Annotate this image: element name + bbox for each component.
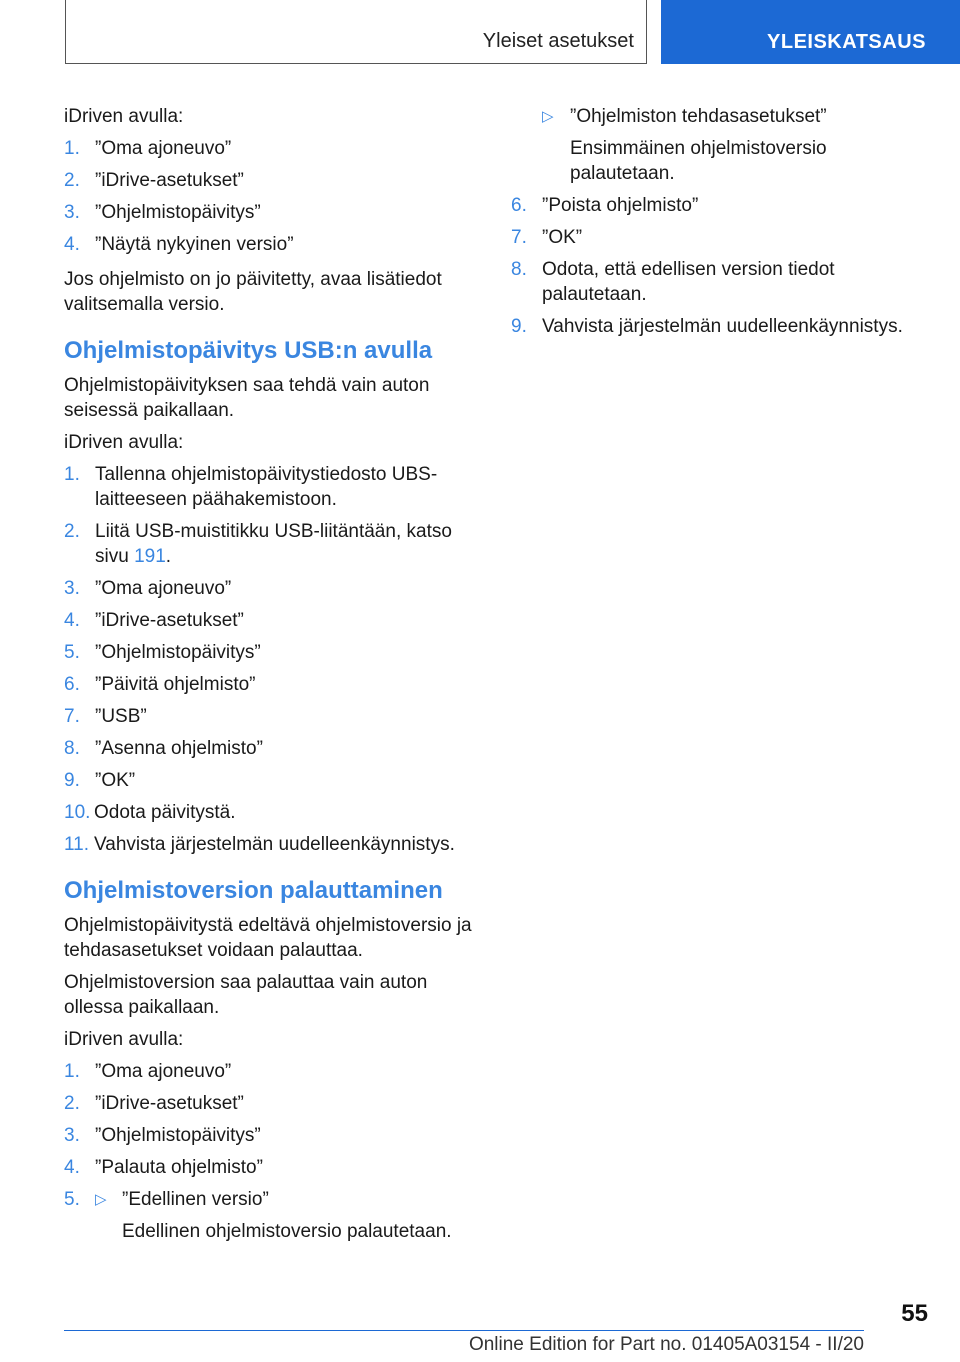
step-text: ”Ohjelmistopäivitys” [95,1125,261,1146]
list-item [64,800,479,825]
list-item [64,608,479,633]
list-item [64,736,479,761]
step-text: ”Oma ajoneuvo” [95,1061,232,1082]
step-number: 10. [64,802,91,823]
list-item [64,519,479,569]
step-text: Odota päivitystä. [94,802,236,823]
paragraph: Ohjelmistopäivitystä edeltävä ohjelmistoversio ja tehdasasetukset voidaan palauttaa. [64,915,472,961]
sub-option [95,1187,479,1244]
option-description: Edellinen ohjelmistoversio palautetaan. [122,1221,452,1242]
step-number: 1. [64,1061,80,1082]
list-item [64,1091,479,1116]
list-item [64,168,479,193]
step-text: ”Palauta ohjelmisto” [95,1157,263,1178]
list-item [64,704,479,729]
step-number: 6. [64,674,80,695]
intro-text: iDriven avulla: [64,106,184,127]
running-header-section [65,0,647,64]
step-text: ”Oma ajoneuvo” [95,138,232,159]
step-number: 7. [64,706,80,727]
edition-footer: Online Edition for Part no. 01405A03154 - II/20 [468,1334,864,1355]
step-text: ”OK” [95,770,136,791]
list-item [511,193,916,218]
sub-option [511,104,916,186]
list-item [64,200,479,225]
triangle-right-icon: ▷ [95,1191,107,1208]
left-column [64,104,479,1254]
step-number: 2. [64,1093,80,1114]
step-number: 3. [64,578,80,599]
list-item [511,225,916,250]
list-item [64,576,479,601]
footer-divider [64,1330,864,1331]
right-column [511,104,916,349]
list-item [64,462,479,512]
step-number: 11. [64,834,90,855]
step-number: 4. [64,610,80,631]
list-item [64,832,479,857]
step-number: 5. [64,642,80,663]
step-text: Vahvista järjestelmän uudelleenkäynnistys. [542,316,903,337]
step-text: Tallenna ohjelmistopäivitystiedosto UBS-laitteeseen päähakemistoon. [95,464,438,510]
step-number: 9. [511,316,527,337]
paragraph: Ohjelmistopäivityksen saa tehdä vain auton seisessä paikallaan. [64,375,430,421]
list-item [64,1155,479,1180]
step-text: ”Asenna ohjelmisto” [95,738,263,759]
list-item [64,1059,479,1084]
step-number: 9. [64,770,80,791]
intro-text: iDriven avulla: [64,432,184,453]
list-item [64,640,479,665]
step-number: 8. [511,259,527,280]
step-number: 8. [64,738,80,759]
steps-list-restore [64,1059,479,1244]
intro-text: iDriven avulla: [64,1029,184,1050]
steps-list-version [64,136,479,257]
section-title: Yleiset asetukset [482,30,634,52]
option-text: ”Ohjelmiston tehdasasetukset” [570,106,827,127]
step-text: ”Ohjelmistopäivitys” [95,642,261,663]
step-number: 3. [64,202,80,223]
step-number: 7. [511,227,527,248]
list-item [64,768,479,793]
step-text: ”Poista ohjelmisto” [542,195,699,216]
step-text: ”USB” [95,706,147,727]
step-text: ”Oma ajoneuvo” [95,578,232,599]
step-text: Odota, että edellisen version tiedot palautetaan. [542,259,835,305]
step-text: ”Päivitä ohjelmisto” [95,674,256,695]
step-text: ”iDrive-asetukset” [95,1093,244,1114]
step-number: 2. [64,170,80,191]
list-item [64,232,479,257]
list-item [64,136,479,161]
page-number: 55 [901,1300,928,1327]
option-description: Ensimmäinen ohjelmistoversio palautetaan. [570,138,827,184]
step-number: 6. [511,195,527,216]
option-text: ”Edellinen versio” [122,1189,269,1210]
step-text: ”OK” [542,227,583,248]
section-heading-restore-version: Ohjelmistoversion palauttaminen [64,877,443,904]
list-item [64,1123,479,1148]
step-text: Liitä USB-muistitikku USB-liitäntään, katso sivu [95,521,452,567]
step-text-tail: . [165,546,172,567]
list-item [64,1187,479,1244]
step-number: 3. [64,1125,80,1146]
step-text: ”iDrive-asetukset” [95,610,244,631]
paragraph: Ohjelmistoversion saa palauttaa vain auton ollessa paikallaan. [64,972,428,1018]
step-text: ”iDrive-asetukset” [95,170,244,191]
steps-list-usb [64,462,479,857]
list-item [511,314,916,339]
step-text: ”Ohjelmistopäivitys” [95,202,261,223]
step-number: 4. [64,1157,80,1178]
section-heading-usb-update: Ohjelmistopäivitys USB:n avulla [64,337,433,364]
step-number: 5. [64,1189,80,1210]
step-number: 4. [64,234,80,255]
step-number: 1. [64,464,80,485]
step-number: 2. [64,521,80,542]
triangle-right-icon: ▷ [542,108,554,125]
list-item [511,257,916,307]
step-text: ”Näytä nykyinen versio” [95,234,294,255]
step-number: 1. [64,138,80,159]
paragraph: Jos ohjelmisto on jo päivitetty, avaa lisätiedot valitsemalla versio. [64,269,442,315]
chapter-title: YLEISKATSAUS [767,31,926,53]
steps-list-restore-continued [511,193,916,339]
page-reference-link[interactable]: 191 [134,546,166,567]
step-text: Vahvista järjestelmän uudelleenkäynnistys. [94,834,455,855]
chapter-tab [661,0,960,64]
list-item [64,672,479,697]
